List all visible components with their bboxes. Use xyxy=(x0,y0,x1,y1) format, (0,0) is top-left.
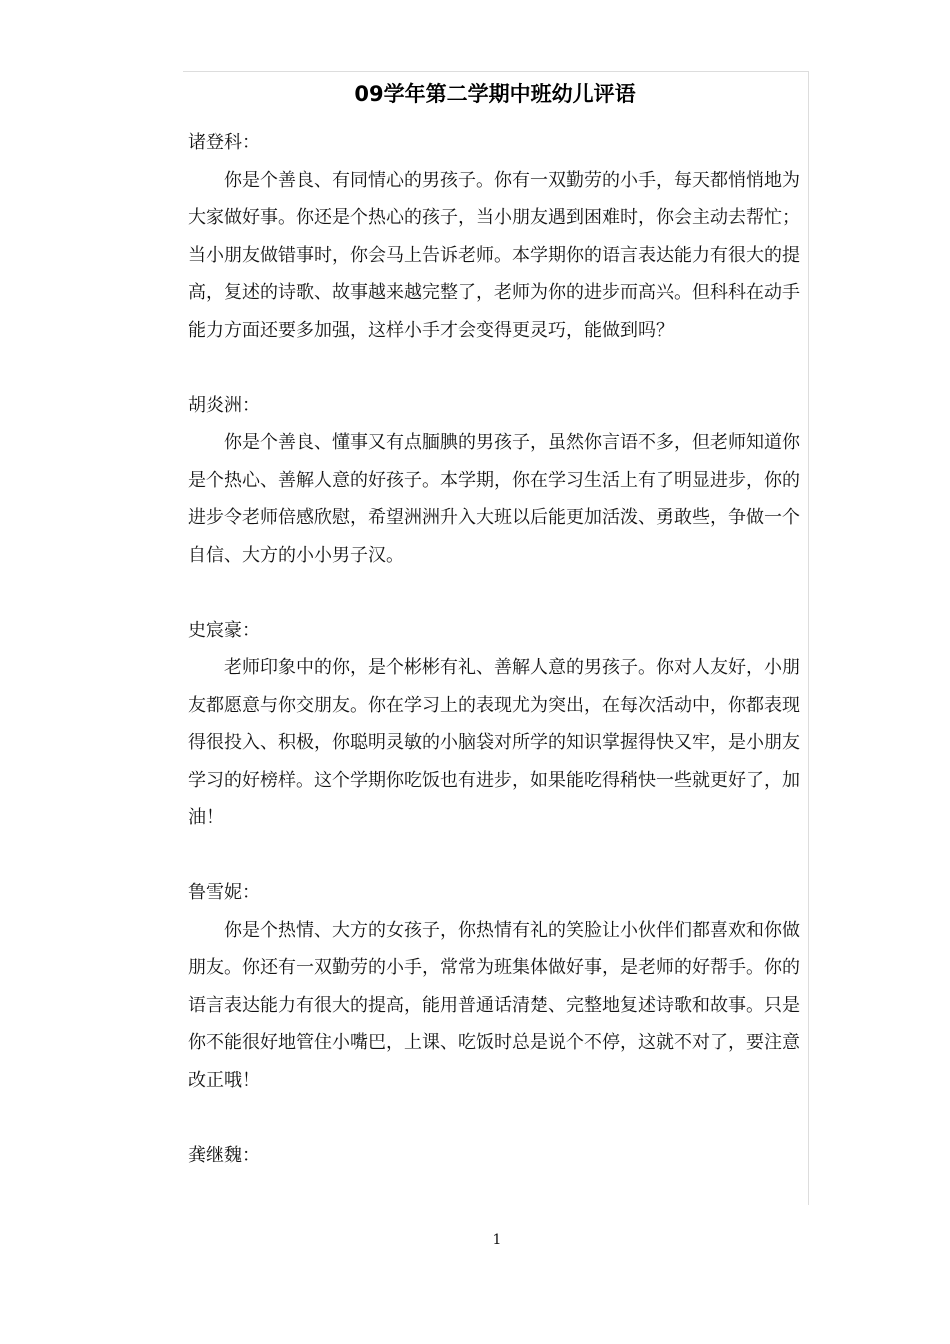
entry-spacer xyxy=(188,574,800,612)
evaluation-entry xyxy=(188,387,800,575)
evaluation-text: 你是个善良、有同情心的男孩子。你有一双勤劳的小手，每天都悄悄地为大家做好事。你还是个热心的孩子，当小朋友遇到困难时，你会主动去帮忙；当小朋友做错事时，你会马上告诉老师。本学期你的语言表达能力有很大的提高，复述的诗歌、故事越来越完整了，老师为你的进步而高兴。但科科在动手能力方面还要多加强，这样小手才会变得更灵巧，能做到吗？ xyxy=(188,169,800,341)
child-name: 胡炎洲： xyxy=(188,394,260,416)
evaluation-entry xyxy=(188,612,800,837)
evaluation-entry xyxy=(188,1137,800,1175)
page-number: 1 xyxy=(492,1232,502,1248)
entry-spacer xyxy=(188,1099,800,1137)
evaluation-text: 老师印象中的你，是个彬彬有礼、善解人意的男孩子。你对人友好，小朋友都愿意与你交朋友。你在学习上的表现尤为突出，在每次活动中，你都表现得很投入、积极，你聪明灵敏的小脑袋对所学的知识掌握得快又牢，是小朋友学习的好榜样。这个学期你吃饭也有进步，如果能吃得稍快一些就更好了，加油！ xyxy=(188,657,800,828)
child-name: 龚继魏： xyxy=(188,1144,260,1166)
page-border-right xyxy=(808,71,809,1205)
entry-spacer xyxy=(188,349,800,387)
child-name: 诸登科： xyxy=(188,132,260,153)
evaluation-text: 你是个热情、大方的女孩子，你热情有礼的笑脸让小伙伴们都喜欢和你做朋友。你还有一双勤劳的小手，常常为班集体做好事，是老师的好帮手。你的语言表达能力有很大的提高，能用普通话清楚、完整地复述诗歌和故事。只是你不能很好地管住小嘴巴，上课、吃饭时总是说个不停，这就不对了，要注意改正哦！ xyxy=(188,919,800,1091)
child-name: 史宸豪： xyxy=(188,619,260,641)
child-name: 鲁雪妮： xyxy=(188,882,260,903)
evaluation-entry xyxy=(188,124,800,349)
evaluation-entry xyxy=(188,874,800,1099)
evaluation-text: 你是个善良、懂事又有点腼腆的男孩子，虽然你言语不多，但老师知道你是个热心、善解人意的好孩子。本学期，你在学习生活上有了明显进步，你的进步令老师倍感欣慰，希望洲洲升入大班以后能更加活泼、勇敢些，争做一个自信、大方的小小男子汉。 xyxy=(188,432,800,566)
page-title: 09学年第二学期中班幼儿评语 xyxy=(354,82,636,106)
page-border-top xyxy=(183,71,809,72)
entry-spacer xyxy=(188,837,800,875)
evaluation-list xyxy=(188,124,800,1174)
